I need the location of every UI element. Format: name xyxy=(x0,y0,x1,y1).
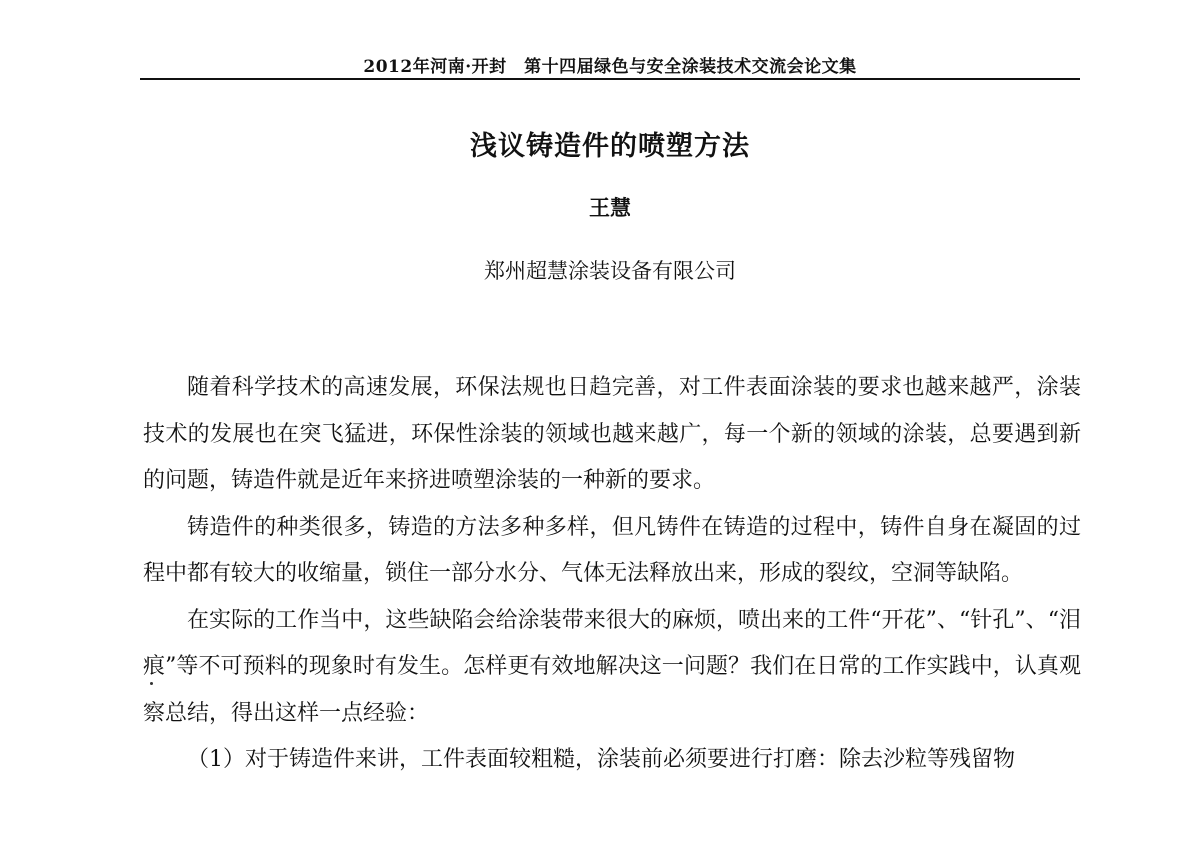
article-affiliation: 郑州超慧涂装设备有限公司 xyxy=(484,259,736,283)
header-rule xyxy=(140,78,1080,80)
article-title: 浅议铸造件的喷塑方法 xyxy=(470,131,750,162)
scan-speck xyxy=(150,682,153,685)
body-paragraph-2: 铸造件的种类很多，铸造的方法多种多样，但凡铸件在铸造的过程中，铸件自身在凝固的过程中都有较大的收缩量，锁住一部分水分、气体无法释放出来，形成的裂纹，空洞等缺陷。 xyxy=(143,514,1081,586)
running-header: 2012年河南·开封 第十四届绿色与安全涂装技术交流会论文集 xyxy=(363,57,857,77)
article-body xyxy=(143,365,1081,784)
article-author: 王慧 xyxy=(589,195,631,220)
body-paragraph-3: 在实际的工作当中，这些缺陷会给涂装带来很大的麻烦，喷出来的工件“开花”、“针孔”、“泪痕”等不可预料的现象时有发生。怎样更有效地解决这一问题？我们在日常的工作实践中，认真观察总结，得出这样一点经验： xyxy=(143,607,1081,726)
body-paragraph-4: （1）对于铸造件来讲，工件表面较粗糙，涂装前必须要进行打磨：除去沙粒等残留物 xyxy=(187,747,1015,772)
body-paragraph-1: 随着科学技术的高速发展，环保法规也日趋完善，对工件表面涂装的要求也越来越严，涂装技术的发展也在突飞猛进，环保性涂装的领域也越来越广，每一个新的领域的涂装，总要遇到新的问题，铸造件就是近年来挤进喷塑涂装的一种新的要求。 xyxy=(143,375,1081,493)
